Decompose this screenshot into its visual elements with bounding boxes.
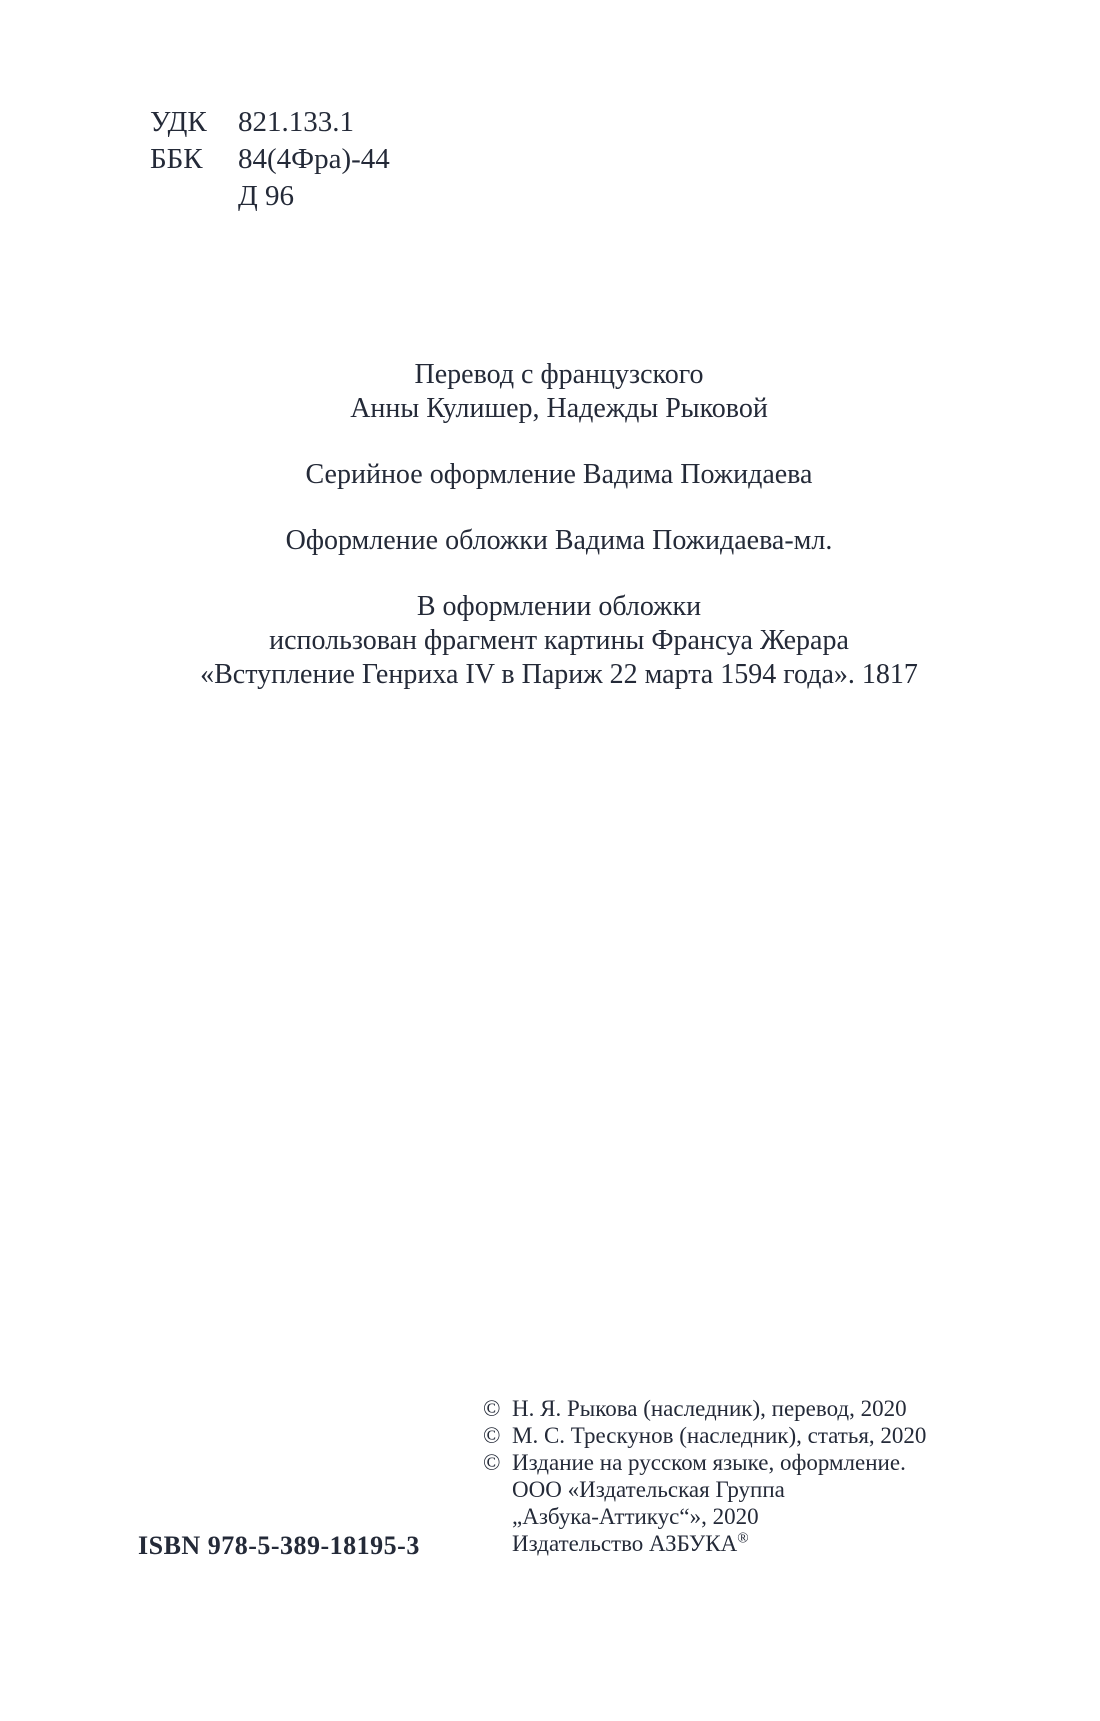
classification-block: [150, 104, 390, 215]
isbn: ISBN 978-5-389-18195-3: [138, 1531, 420, 1560]
publisher-name: Издательство АЗБУКА: [512, 1531, 738, 1556]
copyright-text: М. С. Трескунов (наследник), статья, 2020: [512, 1423, 927, 1448]
udk-row: [150, 104, 390, 141]
bbk-label: ББК: [150, 143, 203, 175]
copyright-symbol: ©: [483, 1423, 501, 1448]
imprint-block: [18, 358, 1100, 692]
udk-value: 821.133.1: [238, 106, 354, 138]
copyright-entry: [483, 1395, 926, 1422]
copyright-entry: [483, 1503, 926, 1530]
translation-line: Перевод с французского: [414, 359, 704, 390]
copyright-entry: [483, 1422, 926, 1449]
publisher-name-line: [512, 1530, 749, 1557]
publisher-group-line: „Азбука-Аттикус“», 2020: [512, 1504, 759, 1529]
copyright-text: Н. Я. Рыкова (наследник), перевод, 2020: [512, 1396, 907, 1421]
cover-design-credit: [18, 524, 1100, 558]
author-sign: Д 96: [238, 180, 295, 212]
copyright-entry: [483, 1449, 926, 1476]
series-design-line: Серийное оформление Вадима Пожидаева: [305, 459, 813, 490]
copyright-symbol: [483, 1530, 512, 1557]
registered-trademark-symbol: ®: [737, 1530, 749, 1547]
cover-art-line: использован фрагмент картины Франсуа Жерара: [269, 625, 849, 656]
copyright-symbol: ©: [483, 1450, 501, 1475]
copyright-symbol: [483, 1476, 512, 1503]
cover-art-line: «Вступление Генриха IV в Париж 22 марта 1594 года». 1817: [200, 659, 918, 690]
copyright-entry: [483, 1530, 926, 1557]
copyright-text: Издание на русском языке, оформление.: [512, 1450, 906, 1475]
translation-line: Анны Кулишер, Надежды Рыковой: [350, 393, 768, 424]
copyright-symbol: [483, 1503, 512, 1530]
udk-label: УДК: [150, 106, 207, 138]
bbk-value: 84(4Фра)-44: [238, 143, 390, 175]
cover-design-line: Оформление обложки Вадима Пожидаева-мл.: [285, 525, 833, 556]
copyright-block: [483, 1395, 926, 1557]
author-sign-spacer: [150, 178, 238, 215]
cover-art-credit: [18, 590, 1100, 692]
cover-art-line: В оформлении обложки: [416, 591, 702, 622]
bbk-row: [150, 141, 390, 178]
publisher-group-line: ООО «Издательская Группа: [512, 1477, 785, 1502]
copyright-symbol: ©: [483, 1396, 501, 1421]
series-design-credit: [18, 458, 1100, 492]
translation-credit: [18, 358, 1100, 426]
author-sign-row: [150, 178, 390, 215]
copyright-entry: [483, 1476, 926, 1503]
